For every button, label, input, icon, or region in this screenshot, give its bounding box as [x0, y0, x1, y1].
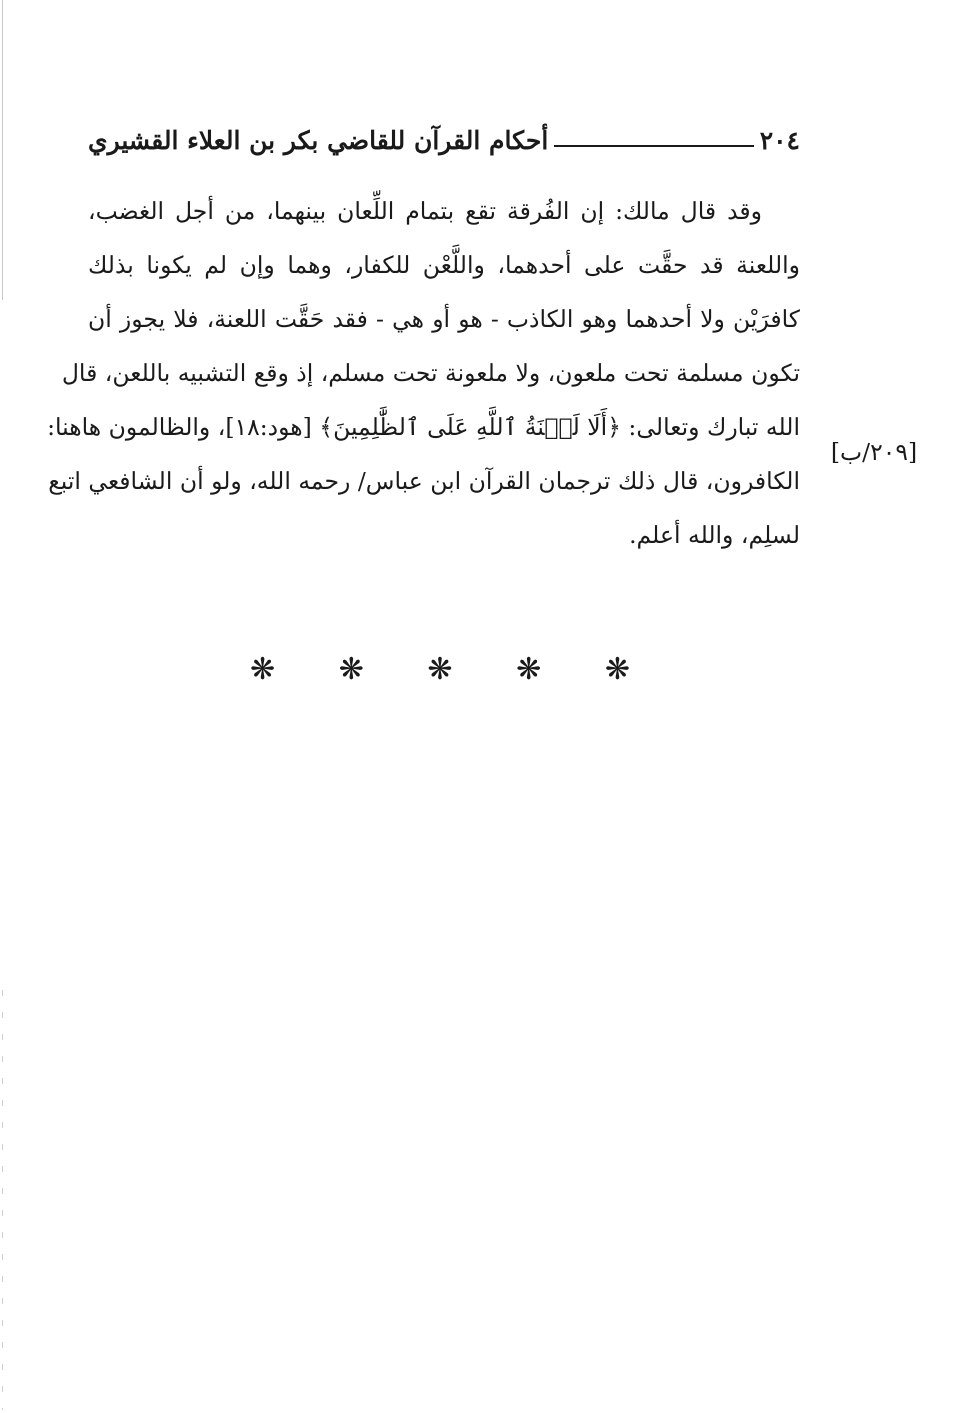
header-rule — [554, 145, 753, 147]
asterism-icon: ❋ — [604, 651, 630, 687]
scan-edge-line-lower — [2, 990, 3, 1410]
page-number: ٢٠٤ — [759, 125, 800, 155]
manuscript-folio-reference: [٢٠٩/ب] — [830, 438, 918, 466]
asterism-icon: ❋ — [338, 651, 364, 687]
running-head — [88, 118, 800, 162]
book-title: أحكام القرآن للقاضي بكر بن العلاء القشيري — [88, 125, 549, 155]
scan-edge-line — [2, 0, 3, 300]
text-line: وقد قال مالك: إن الفُرقة تقع بتمام اللِّعان بينهما، من أجل الغضب، — [88, 197, 762, 225]
asterism-icon: ❋ — [427, 651, 453, 687]
text-line: واللعنة قد حقَّت على أحدهما، واللَّعْن للكفار، وهما وإن لم يكونا بذلك — [88, 251, 800, 279]
text-line: الله تبارك وتعالى: ﴿أَلَا لَعۡنَةُ ٱللَّهِ عَلَى ٱلظَّٰلِمِينَ﴾ [هود:١٨]، والظالمون هاهنا: — [47, 413, 800, 441]
text-line: الكافرون، قال ذلك ترجمان القرآن ابن عباس/ رحمه الله، ولو أن الشافعي اتبع — [48, 467, 800, 495]
text-line: لسلِم، والله أعلم. — [629, 521, 800, 549]
main-text — [47, 184, 800, 562]
asterism-icon: ❋ — [516, 651, 542, 687]
text-line: تكون مسلمة تحت ملعون، ولا ملعونة تحت مسلم، إذ وقع التشبيه باللعن، قال — [61, 359, 800, 387]
asterism-icon: ❋ — [250, 651, 276, 687]
section-end-ornaments — [250, 645, 630, 693]
text-line: كافرَيْن ولا أحدهما وهو الكاذب - هو أو هي - فقد حَقَّت اللعنة، فلا يجوز أن — [88, 305, 800, 333]
